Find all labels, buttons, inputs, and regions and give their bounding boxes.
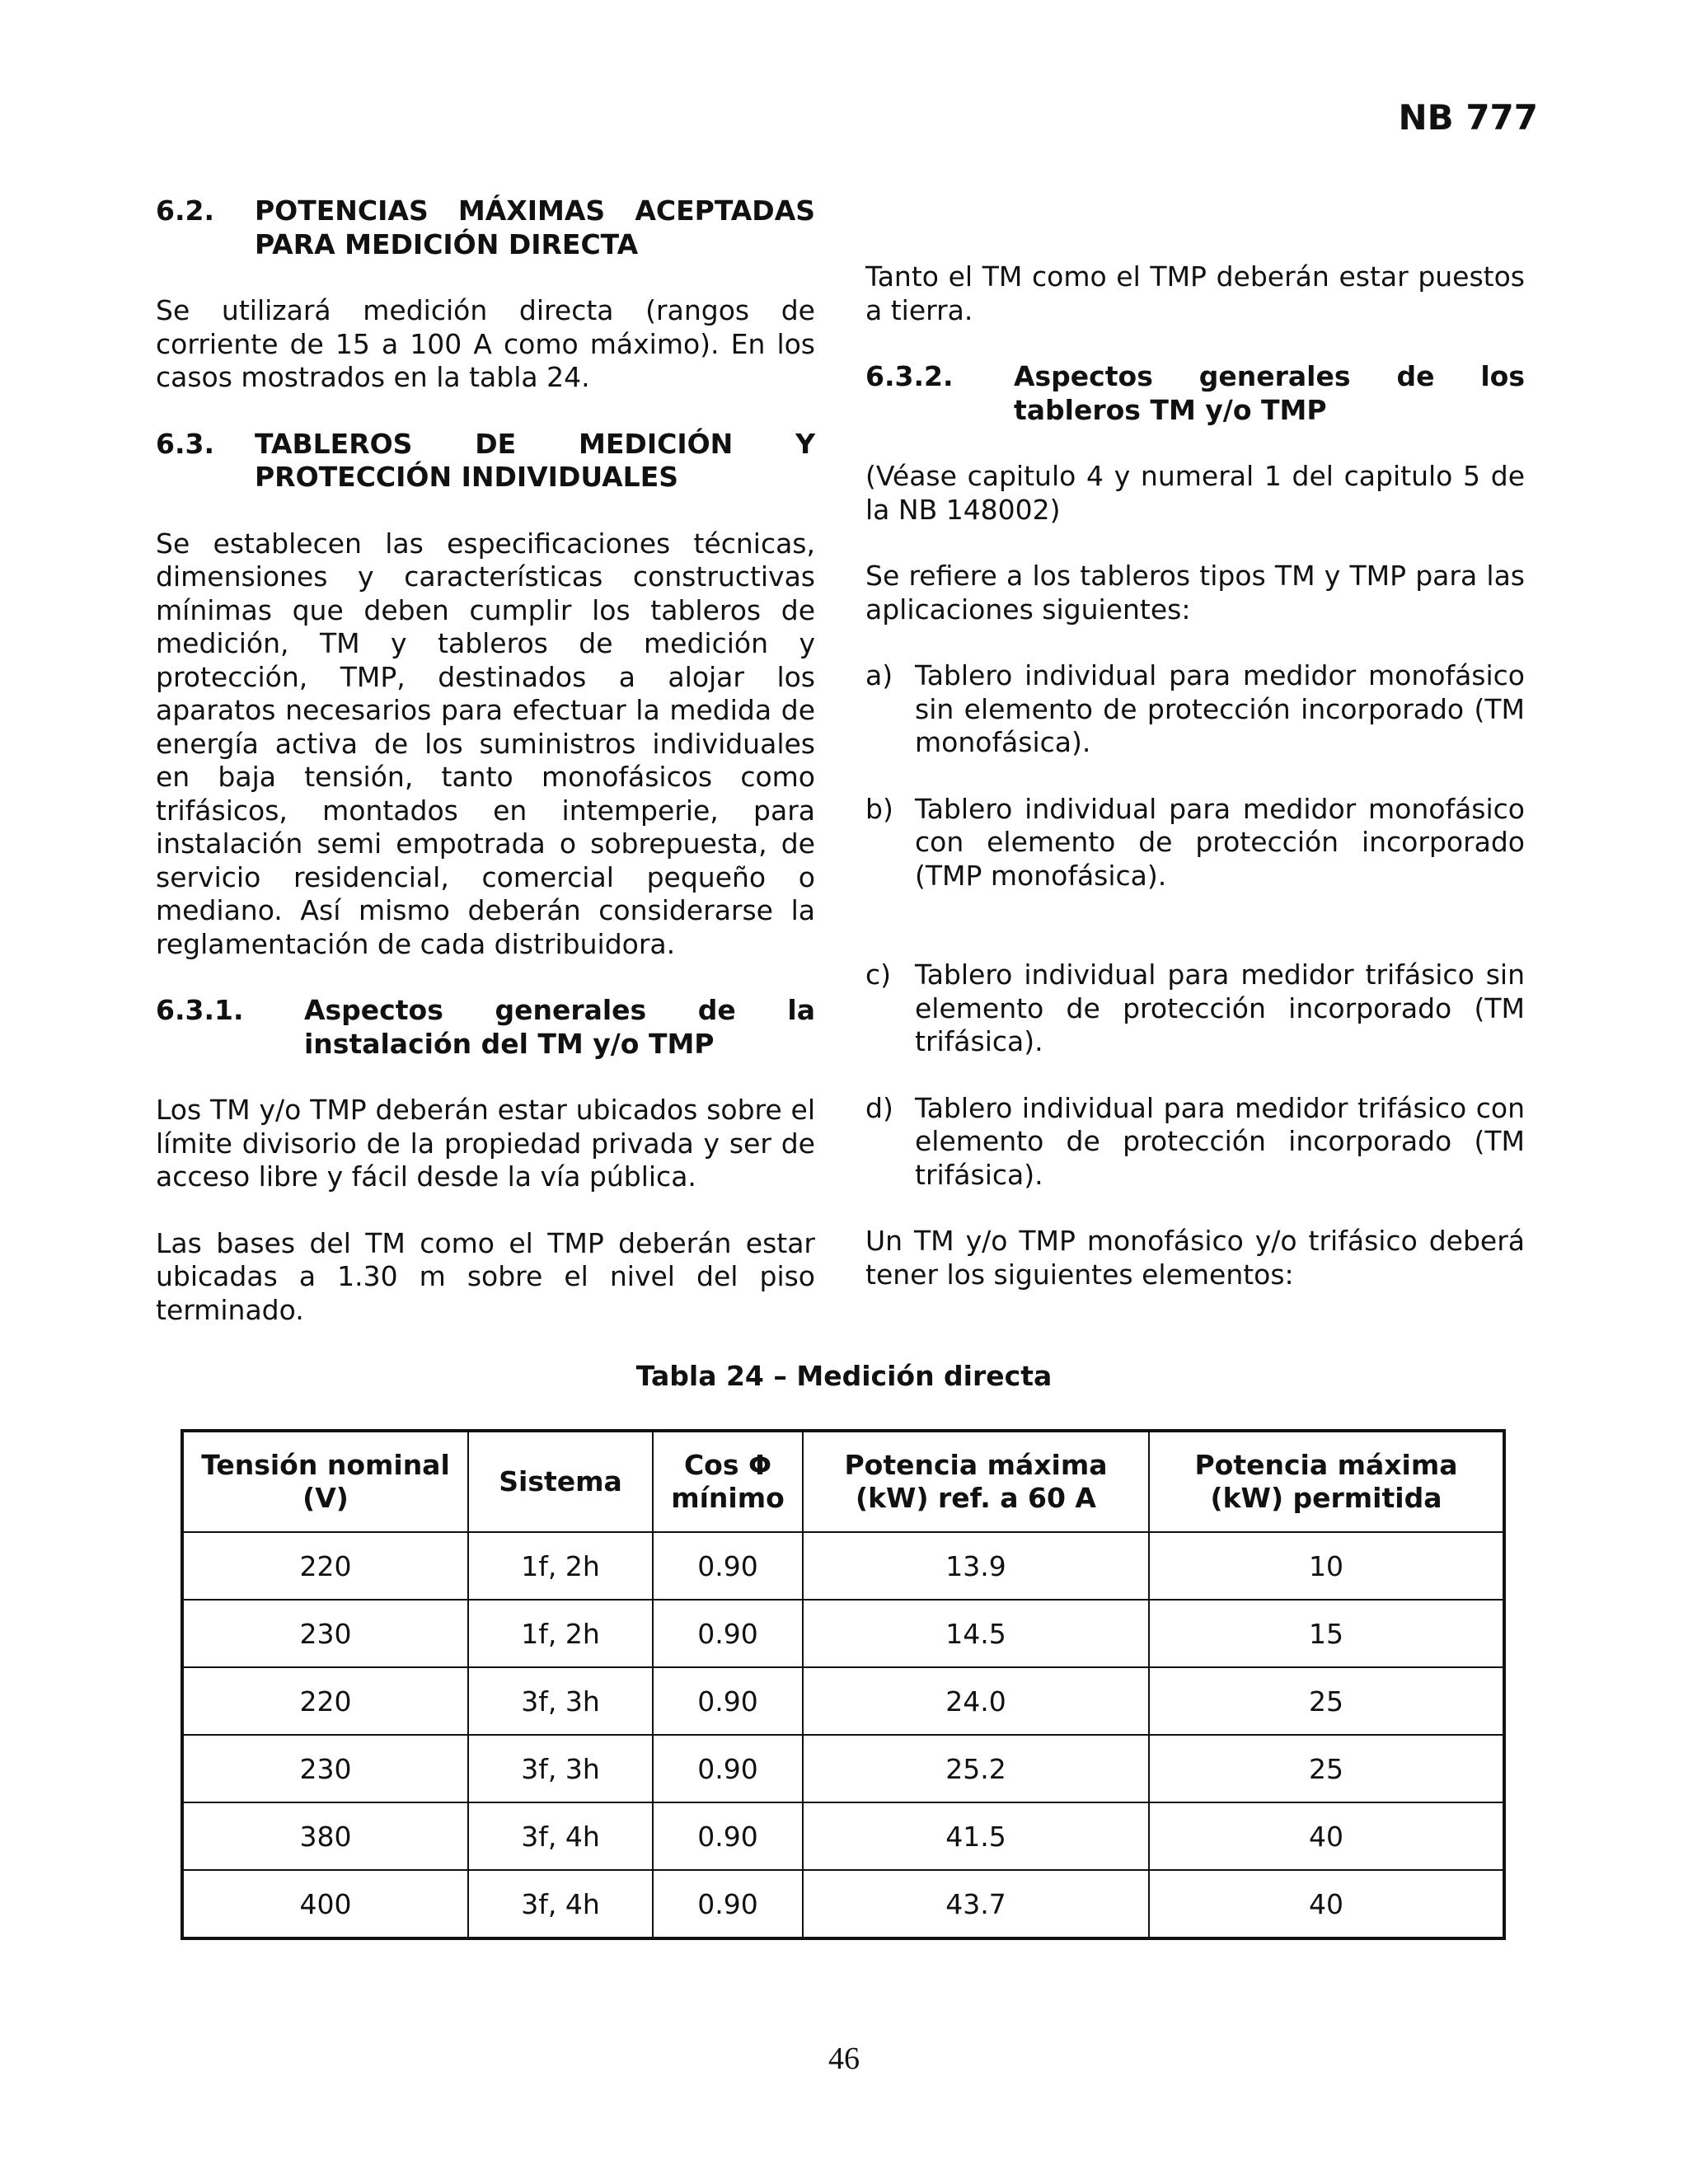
table-cell: 40 xyxy=(1149,1802,1504,1870)
section-heading-6-3 xyxy=(156,428,815,494)
table-cell: 0.90 xyxy=(653,1735,803,1802)
table-row xyxy=(182,1802,1504,1870)
table-cell: 400 xyxy=(182,1870,468,1938)
section-heading-6-2 xyxy=(156,194,815,261)
table-row xyxy=(182,1600,1504,1667)
table-cell: 230 xyxy=(182,1735,468,1802)
list-item xyxy=(865,659,1525,760)
column-header xyxy=(182,1431,468,1532)
list-text: Tablero individual para medidor trifásico sin elemento de protección incorporado (TM trifásica). xyxy=(915,958,1525,1057)
table-cell: 0.90 xyxy=(653,1600,803,1667)
header-line: Potencia máxima xyxy=(844,1449,1108,1481)
table-cell: 380 xyxy=(182,1802,468,1870)
table-cell: 220 xyxy=(182,1667,468,1735)
section-number: 6.2. xyxy=(156,194,214,227)
section-number: 6.3. xyxy=(156,427,214,460)
section-number: 6.3.1. xyxy=(156,994,244,1026)
data-table xyxy=(181,1429,1506,1940)
table-row xyxy=(182,1532,1504,1600)
header-line: Sistema xyxy=(499,1465,622,1497)
header-line: Tensión nominal xyxy=(201,1449,450,1481)
list-text: Tablero individual para medidor monofásico sin elemento de protección incorporado (TM monofásica). xyxy=(915,659,1525,758)
table-cell: 25.2 xyxy=(803,1735,1149,1802)
section-number: 6.3.2. xyxy=(865,360,954,392)
table-cell: 220 xyxy=(182,1532,468,1600)
header-line: (V) xyxy=(302,1482,349,1514)
paragraph: Tanto el TM como el TMP deberán estar puestos a tierra. xyxy=(865,260,1525,326)
table-cell: 24.0 xyxy=(803,1667,1149,1735)
table-cell: 1f, 2h xyxy=(468,1600,653,1667)
table-cell: 0.90 xyxy=(653,1870,803,1938)
header-line: Cos Φ xyxy=(683,1449,772,1481)
table-cell: 0.90 xyxy=(653,1667,803,1735)
right-column xyxy=(865,194,1525,1291)
table-cell: 1f, 2h xyxy=(468,1532,653,1600)
document-code: NB 777 xyxy=(1398,97,1538,138)
table-cell: 10 xyxy=(1149,1532,1504,1600)
paragraph: Se establecen las especificaciones técnicas, dimensiones y características constructivas mínimas que deben cumplir los tableros de medición, TM y tableros de medición y protección, TMP, destinados a alojar los aparatos necesarios para efectuar la medida de energía activa de los suministros individuales en baja tensión, tanto monofásicos como trifásicos, montados en intemperie, para instalación semi empotrada o sobrepuesta, de servicio residencial, comercial pequeño o mediano. Así mismo deberán considerarse la reglamentación de cada distribuidora. xyxy=(156,527,815,960)
table-cell: 13.9 xyxy=(803,1532,1149,1600)
table-cell: 3f, 4h xyxy=(468,1870,653,1938)
table-cell: 3f, 3h xyxy=(468,1735,653,1802)
list-label: c) xyxy=(865,958,892,991)
header-line: Potencia máxima xyxy=(1194,1449,1458,1481)
table-cell: 0.90 xyxy=(653,1532,803,1600)
paragraph: (Véase capitulo 4 y numeral 1 del capitulo 5 de la NB 148002) xyxy=(865,460,1525,526)
table-header-row xyxy=(182,1431,1504,1532)
paragraph: Se refiere a los tableros tipos TM y TMP para las aplicaciones siguientes: xyxy=(865,560,1525,626)
table-row xyxy=(182,1735,1504,1802)
header-line: mínimo xyxy=(671,1482,785,1514)
section-heading-6-3-1 xyxy=(156,994,815,1061)
table-cell: 14.5 xyxy=(803,1600,1149,1667)
table-row xyxy=(182,1667,1504,1735)
column-header xyxy=(653,1431,803,1532)
table-cell: 3f, 4h xyxy=(468,1802,653,1870)
table-cell: 25 xyxy=(1149,1667,1504,1735)
header-line: (kW) permitida xyxy=(1210,1482,1442,1514)
section-title: Aspectos generales de la instalación del TM y/o TMP xyxy=(304,994,815,1060)
list-label: a) xyxy=(865,659,893,691)
table-cell: 25 xyxy=(1149,1735,1504,1802)
list-label: b) xyxy=(865,792,893,825)
list-label: d) xyxy=(865,1091,893,1124)
section-title: TABLEROS DE MEDICIÓN Y PROTECCIÓN INDIVIDUALES xyxy=(255,427,815,493)
table-cell: 230 xyxy=(182,1600,468,1667)
table-cell: 15 xyxy=(1149,1600,1504,1667)
column-header xyxy=(1149,1431,1504,1532)
column-header xyxy=(803,1431,1149,1532)
paragraph: Las bases del TM como el TMP deberán estar ubicadas a 1.30 m sobre el nivel del piso terminado. xyxy=(156,1226,815,1326)
list-item xyxy=(865,1092,1525,1193)
table-cell: 41.5 xyxy=(803,1802,1149,1870)
table-cell: 0.90 xyxy=(653,1802,803,1870)
list-text: Tablero individual para medidor monofásico con elemento de protección incorporado (TMP monofásica). xyxy=(915,792,1525,892)
table-caption: Tabla 24 – Medición directa xyxy=(635,1360,1053,1392)
section-heading-6-3-2 xyxy=(865,360,1525,427)
paragraph: Se utilizará medición directa (rangos de corriente de 15 a 100 A como máximo). En los casos mostrados en la tabla 24. xyxy=(156,294,815,393)
table-row xyxy=(182,1870,1504,1938)
column-header xyxy=(468,1431,653,1532)
section-title: Aspectos generales de los tableros TM y/o TMP xyxy=(1014,360,1525,426)
list-item xyxy=(865,958,1525,1059)
page-number: 46 xyxy=(828,2041,860,2076)
table-cell: 3f, 3h xyxy=(468,1667,653,1735)
table-cell: 43.7 xyxy=(803,1870,1149,1938)
left-column xyxy=(156,194,815,1327)
header-line: (kW) ref. a 60 A xyxy=(856,1482,1096,1514)
paragraph: Los TM y/o TMP deberán estar ubicados sobre el límite divisorio de la propiedad privada y ser de acceso libre y fácil desde la vía pública. xyxy=(156,1094,815,1193)
list-item xyxy=(865,793,1525,893)
paragraph: Un TM y/o TMP monofásico y/o trifásico deberá tener los siguientes elementos: xyxy=(865,1225,1525,1291)
list-text: Tablero individual para medidor trifásico con elemento de protección incorporado (TM trifásica). xyxy=(915,1091,1525,1191)
section-title: POTENCIAS MÁXIMAS ACEPTADAS PARA MEDICIÓN DIRECTA xyxy=(255,194,815,260)
table-cell: 40 xyxy=(1149,1870,1504,1938)
